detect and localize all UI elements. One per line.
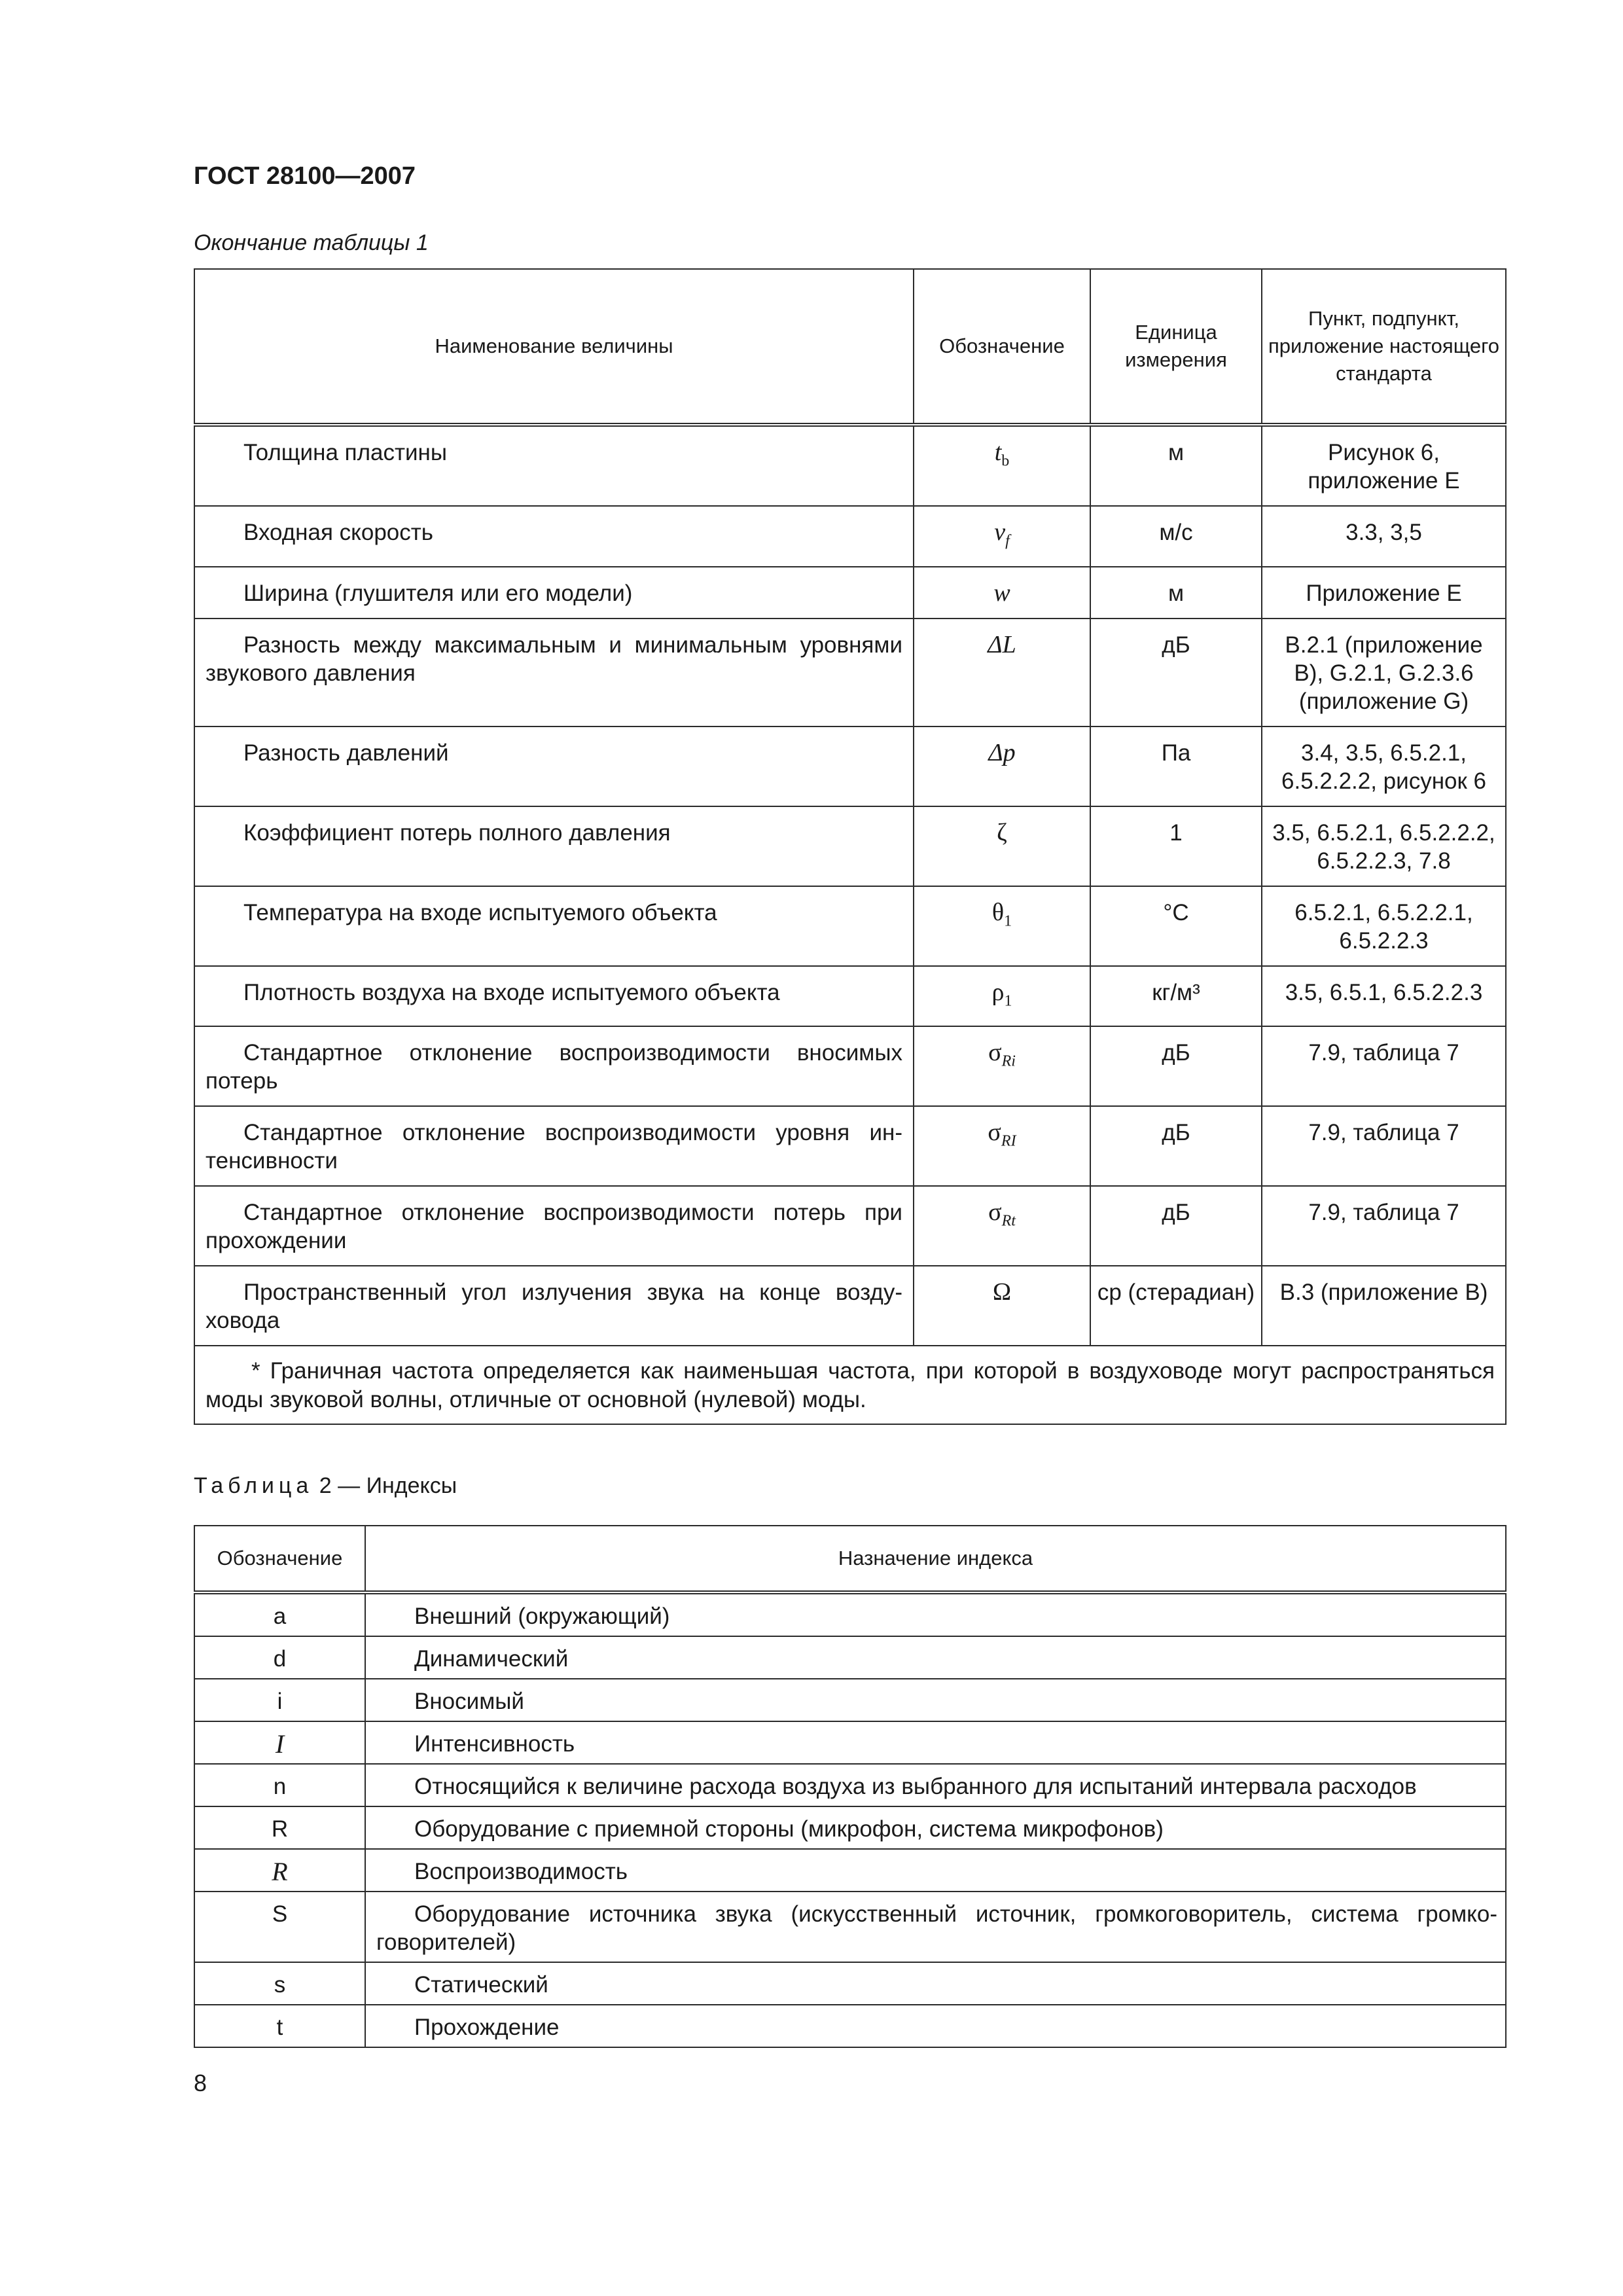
index-meaning: Вносимый xyxy=(414,1689,524,1714)
index-meaning: Прохождение xyxy=(414,2015,560,2040)
symbol-subscript: RI xyxy=(1001,1132,1016,1150)
symbol-main: ζ xyxy=(997,818,1007,846)
table1-header-row xyxy=(194,269,1506,425)
quantity-reference: 7.9, таблица 7 xyxy=(1262,1186,1506,1266)
index-meaning: Динамический xyxy=(414,1646,569,1672)
index-meaning-cell xyxy=(365,2005,1506,2047)
quantity-unit: м xyxy=(1090,567,1262,619)
quantity-name-cell xyxy=(194,886,914,966)
quantities-table xyxy=(194,268,1507,1425)
index-symbol: i xyxy=(194,1679,365,1721)
symbol-main: t xyxy=(994,439,1002,466)
table-row xyxy=(194,886,1506,966)
index-symbol: n xyxy=(194,1764,365,1806)
quantity-unit: Па xyxy=(1090,726,1262,806)
index-meaning: Внешний (окружающий) xyxy=(414,1604,670,1629)
quantity-symbol xyxy=(914,425,1090,506)
quantity-name: Входная скорость xyxy=(243,520,434,545)
index-meaning-cell xyxy=(365,1764,1506,1806)
quantity-name: Стандартное отклонение воспроизводимости потерь при прохождении xyxy=(205,1200,902,1254)
index-symbol: S xyxy=(194,1892,365,1962)
table-row xyxy=(194,1806,1506,1849)
symbol-subscript: b xyxy=(1001,452,1010,470)
index-symbol: R xyxy=(194,1806,365,1849)
symbol-main: Ω xyxy=(992,1278,1012,1306)
table-row xyxy=(194,2005,1506,2047)
quantity-unit: м xyxy=(1090,425,1262,506)
quantity-unit: дБ xyxy=(1090,1186,1262,1266)
table-row xyxy=(194,1592,1506,1636)
table-row xyxy=(194,1636,1506,1679)
column-header-unit: Единица измерения xyxy=(1090,269,1262,425)
quantity-symbol xyxy=(914,567,1090,619)
quantity-unit: дБ xyxy=(1090,1026,1262,1106)
table-row xyxy=(194,966,1506,1027)
index-meaning: Статический xyxy=(414,1972,548,1998)
quantity-unit: дБ xyxy=(1090,619,1262,726)
quantity-reference: Рисунок 6, приложение Е xyxy=(1262,425,1506,506)
page-number: 8 xyxy=(194,2070,207,2096)
column-header-meaning: Назначение индекса xyxy=(365,1526,1506,1592)
quantity-name: Ширина (глушителя или его модели) xyxy=(243,580,633,606)
quantity-name: Толщина пластины xyxy=(243,440,448,465)
quantity-reference: 3.5, 6.5.1, 6.5.2.2.3 xyxy=(1262,966,1506,1027)
quantity-name: Коэффициент потерь полного давления xyxy=(243,819,671,846)
index-meaning-cell xyxy=(365,1962,1506,2005)
quantity-name: Пространственный угол излучения звука на конце воздуховода xyxy=(205,1280,902,1334)
quantity-name-cell xyxy=(194,1106,914,1186)
table-row xyxy=(194,1721,1506,1764)
quantity-name-cell xyxy=(194,726,914,806)
index-meaning-cell xyxy=(365,1892,1506,1962)
quantity-name: Стандартное отклонение воспроизводимости уровня интенсивности xyxy=(205,1120,902,1174)
symbol-main: σ xyxy=(988,1198,1002,1227)
table-row xyxy=(194,1962,1506,2005)
table-row xyxy=(194,1764,1506,1806)
table-row xyxy=(194,506,1506,567)
quantity-name: Стандартное отклонение воспроизводимости вносимых потерь xyxy=(205,1040,902,1094)
quantity-unit: м/с xyxy=(1090,506,1262,567)
quantity-reference: 3.5, 6.5.2.1, 6.5.2.2.2, 6.5.2.2.3, 7.8 xyxy=(1262,806,1506,886)
symbol-main: ρ xyxy=(991,978,1005,1006)
quantity-symbol xyxy=(914,619,1090,726)
quantity-symbol xyxy=(914,886,1090,966)
quantity-symbol xyxy=(914,966,1090,1027)
quantity-name-cell xyxy=(194,425,914,506)
table-row xyxy=(194,1026,1506,1106)
quantity-reference: 7.9, таблица 7 xyxy=(1262,1026,1506,1106)
index-meaning: Оборудование источника звука (искусственный источник, громкоговоритель, система громкоговорителей) xyxy=(376,1901,1497,1955)
footnote-row xyxy=(194,1346,1506,1424)
index-symbol: a xyxy=(194,1592,365,1636)
quantity-name-cell xyxy=(194,1186,914,1266)
quantity-unit: дБ xyxy=(1090,1106,1262,1186)
quantity-unit: кг/м³ xyxy=(1090,966,1262,1027)
quantity-reference: 7.9, таблица 7 xyxy=(1262,1106,1506,1186)
quantity-name: Разность давлений xyxy=(243,740,449,766)
index-meaning-cell xyxy=(365,1636,1506,1679)
quantity-reference: В.2.1 (приложение В), G.2.1, G.2.3.6 (приложение G) xyxy=(1262,619,1506,726)
quantity-name-cell xyxy=(194,506,914,567)
table-row xyxy=(194,1186,1506,1266)
table-row xyxy=(194,1679,1506,1721)
quantity-name-cell xyxy=(194,806,914,886)
indices-table xyxy=(194,1525,1507,2048)
table-row xyxy=(194,726,1506,806)
quantity-symbol xyxy=(914,1186,1090,1266)
table-footnote: * Граничная частота определяется как наименьшая частота, при которой в воздуховоде могут распространяться моды звуковой волны, отличные от основной (нулевой) моды. xyxy=(205,1358,1495,1413)
table2-caption-word: Таблица xyxy=(194,1473,313,1498)
table-footnote-cell xyxy=(194,1346,1506,1424)
symbol-subscript: 1 xyxy=(1004,912,1012,930)
table1-caption: Окончание таблицы 1 xyxy=(194,230,429,255)
index-meaning-cell xyxy=(365,1679,1506,1721)
index-meaning: Интенсивность xyxy=(414,1731,575,1757)
symbol-main: w xyxy=(993,579,1010,607)
quantity-symbol xyxy=(914,1266,1090,1346)
quantity-reference: В.3 (приложение В) xyxy=(1262,1266,1506,1346)
quantity-reference: 3.3, 3,5 xyxy=(1262,506,1506,567)
table2-caption xyxy=(194,1473,457,1499)
index-meaning-cell xyxy=(365,1806,1506,1849)
quantity-name-cell xyxy=(194,619,914,726)
symbol-main: σ xyxy=(988,1039,1002,1067)
index-meaning-cell xyxy=(365,1592,1506,1636)
index-symbol: I xyxy=(194,1721,365,1764)
quantity-symbol xyxy=(914,1026,1090,1106)
column-header-reference: Пункт, подпункт, приложение настоящего стандарта xyxy=(1262,269,1506,425)
column-header-symbol: Обозначение xyxy=(914,269,1090,425)
quantity-name: Температура на входе испытуемого объекта xyxy=(243,899,717,925)
table-row xyxy=(194,1266,1506,1346)
table-row xyxy=(194,1892,1506,1962)
symbol-main: v xyxy=(994,518,1006,546)
symbol-subscript: 1 xyxy=(1004,992,1012,1010)
quantity-unit: ср (стерадиан) xyxy=(1090,1266,1262,1346)
column-header-index: Обозначение xyxy=(194,1526,365,1592)
quantity-name-cell xyxy=(194,567,914,619)
symbol-main: σ xyxy=(988,1119,1001,1147)
quantity-symbol xyxy=(914,506,1090,567)
symbol-main: Δp xyxy=(988,738,1016,766)
index-meaning-cell xyxy=(365,1849,1506,1892)
index-symbol: d xyxy=(194,1636,365,1679)
symbol-subscript: f xyxy=(1005,532,1010,550)
index-symbol: t xyxy=(194,2005,365,2047)
quantity-symbol xyxy=(914,726,1090,806)
index-meaning: Оборудование с приемной стороны (микрофон, система микрофонов) xyxy=(414,1816,1164,1842)
symbol-main: θ xyxy=(991,898,1005,926)
quantity-name-cell xyxy=(194,1266,914,1346)
index-symbol: R xyxy=(194,1849,365,1892)
document-code: ГОСТ 28100—2007 xyxy=(194,162,416,190)
symbol-subscript: Rt xyxy=(1001,1212,1016,1230)
quantity-reference: 6.5.2.1, 6.5.2.2.1, 6.5.2.2.3 xyxy=(1262,886,1506,966)
quantity-name: Плотность воздуха на входе испытуемого объекта xyxy=(243,979,780,1005)
quantity-name-cell xyxy=(194,966,914,1027)
symbol-subscript: Ri xyxy=(1001,1052,1016,1070)
quantity-unit: 1 xyxy=(1090,806,1262,886)
table2-caption-title: 2 — Индексы xyxy=(319,1473,457,1498)
quantity-reference: Приложение Е xyxy=(1262,567,1506,619)
table-row xyxy=(194,1106,1506,1186)
table2-header-row xyxy=(194,1526,1506,1592)
quantity-unit: °С xyxy=(1090,886,1262,966)
table-row xyxy=(194,619,1506,726)
quantity-name: Разность между максимальным и минимальным уровнями звукового давления xyxy=(205,632,902,686)
symbol-main: ΔL xyxy=(988,630,1016,658)
index-symbol: s xyxy=(194,1962,365,2005)
quantity-name-cell xyxy=(194,1026,914,1106)
quantity-symbol xyxy=(914,1106,1090,1186)
index-meaning-cell xyxy=(365,1721,1506,1764)
table-row xyxy=(194,425,1506,506)
column-header-name: Наименование величины xyxy=(194,269,914,425)
table-row xyxy=(194,1849,1506,1892)
table-row xyxy=(194,567,1506,619)
quantity-reference: 3.4, 3.5, 6.5.2.1, 6.5.2.2.2, рисунок 6 xyxy=(1262,726,1506,806)
quantity-symbol xyxy=(914,806,1090,886)
index-meaning: Воспроизводимость xyxy=(414,1859,628,1884)
index-meaning: Относящийся к величине расхода воздуха из выбранного для испытаний интервала расходов xyxy=(414,1774,1417,1799)
table-row xyxy=(194,806,1506,886)
